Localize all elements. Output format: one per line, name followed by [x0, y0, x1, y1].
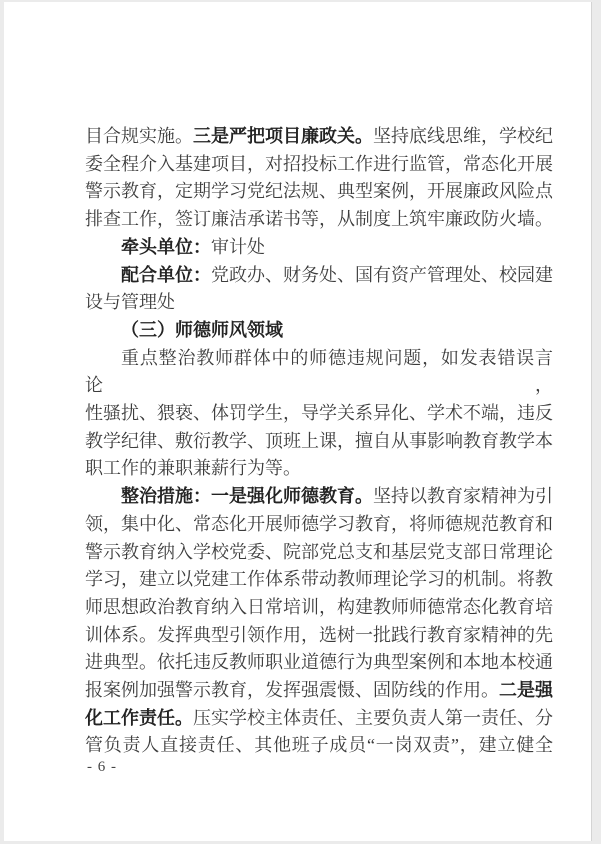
text-line [85, 677, 553, 705]
text-line [85, 123, 553, 151]
text-line [85, 206, 553, 234]
text-segment: 领，集中化、常态化开展师德学习教育，将师德规范教育和 [85, 513, 553, 534]
text-segment: 压实学校主体责任、主要负责人第一责任、分 [193, 707, 553, 728]
text-line [85, 649, 553, 677]
text-segment: 委全程介入基建项目，对招投标工作进行监管，常态化开展 [85, 153, 553, 174]
bold-text-segment: 三是严把项目廉政关。 [193, 126, 373, 146]
text-line [85, 289, 553, 317]
text-line [85, 483, 553, 511]
page-body-text [85, 123, 553, 760]
text-line [85, 178, 553, 206]
bold-text-segment: （三）师德师风领域 [121, 319, 283, 340]
text-line [85, 455, 553, 483]
text-line [85, 262, 553, 290]
bold-text-segment: 二是强 [499, 680, 553, 701]
bold-text-segment: 整治措施：一是强化师德教育。 [121, 486, 373, 507]
text-segment: 性骚扰、猥亵、体罚学生，导学关系异化、学术不端，违反 [85, 403, 553, 424]
bold-text-segment: 牵头单位： [121, 236, 211, 257]
text-line [85, 594, 553, 622]
document-page [4, 2, 592, 841]
text-line [85, 151, 553, 179]
text-segment: 警示教育纳入学校党委、院部党总支和基层党支部日常理论 [85, 541, 553, 562]
text-line [85, 566, 553, 594]
text-line [85, 622, 553, 650]
text-segment: 重点整治教师群体中的师德违规问题，如发表错误言论， [85, 347, 553, 396]
page-number: - 6 - [87, 759, 117, 775]
text-line [85, 539, 553, 567]
text-segment: 设与管理处 [85, 292, 175, 313]
text-segment: 职工作的兼职兼薪行为等。 [85, 458, 301, 479]
text-segment: 训体系。发挥典型引领作用，选树一批践行教育家精神的先 [85, 624, 553, 645]
text-segment: 学习，建立以党建工作体系带动教师理论学习的机制。将教 [85, 569, 553, 590]
bold-text-segment: 化工作责任。 [85, 707, 193, 728]
text-segment: 警示教育，定期学习党纪法规、典型案例，开展廉政风险点 [85, 181, 553, 202]
text-segment: 审计处 [211, 236, 265, 257]
bold-text-segment: 配合单位： [121, 264, 211, 285]
text-segment: 进典型。依托违反教师职业道德行为典型案例和本地本校通 [85, 652, 553, 673]
text-segment: 排查工作，签订廉洁承诺书等，从制度上筑牢廉政防火墙。 [85, 209, 553, 230]
text-segment: 党政办、财务处、国有资产管理处、校园建 [211, 264, 553, 285]
text-line [85, 511, 553, 539]
text-line [85, 400, 553, 428]
text-segment: 报案例加强警示教育，发挥强震慑、固防线的作用。 [85, 680, 499, 701]
text-segment: 坚持以教育家精神为引 [373, 486, 553, 507]
text-line [85, 317, 553, 345]
text-line [85, 345, 553, 400]
text-segment: 教学纪律、敷衍教学、顶班上课，擅自从事影响教育教学本 [85, 430, 553, 451]
text-line [85, 732, 553, 760]
text-segment: 目合规实施。 [85, 126, 193, 146]
text-line [85, 705, 553, 733]
text-segment: 师思想政治教育纳入日常培训，构建教师师德常态化教育培 [85, 596, 553, 617]
text-segment: 坚持底线思维，学校纪 [373, 126, 553, 146]
text-segment: 管负责人直接责任、其他班子成员“一岗双责”，建立健全 [85, 735, 553, 756]
text-line [85, 234, 553, 262]
text-line [85, 428, 553, 456]
